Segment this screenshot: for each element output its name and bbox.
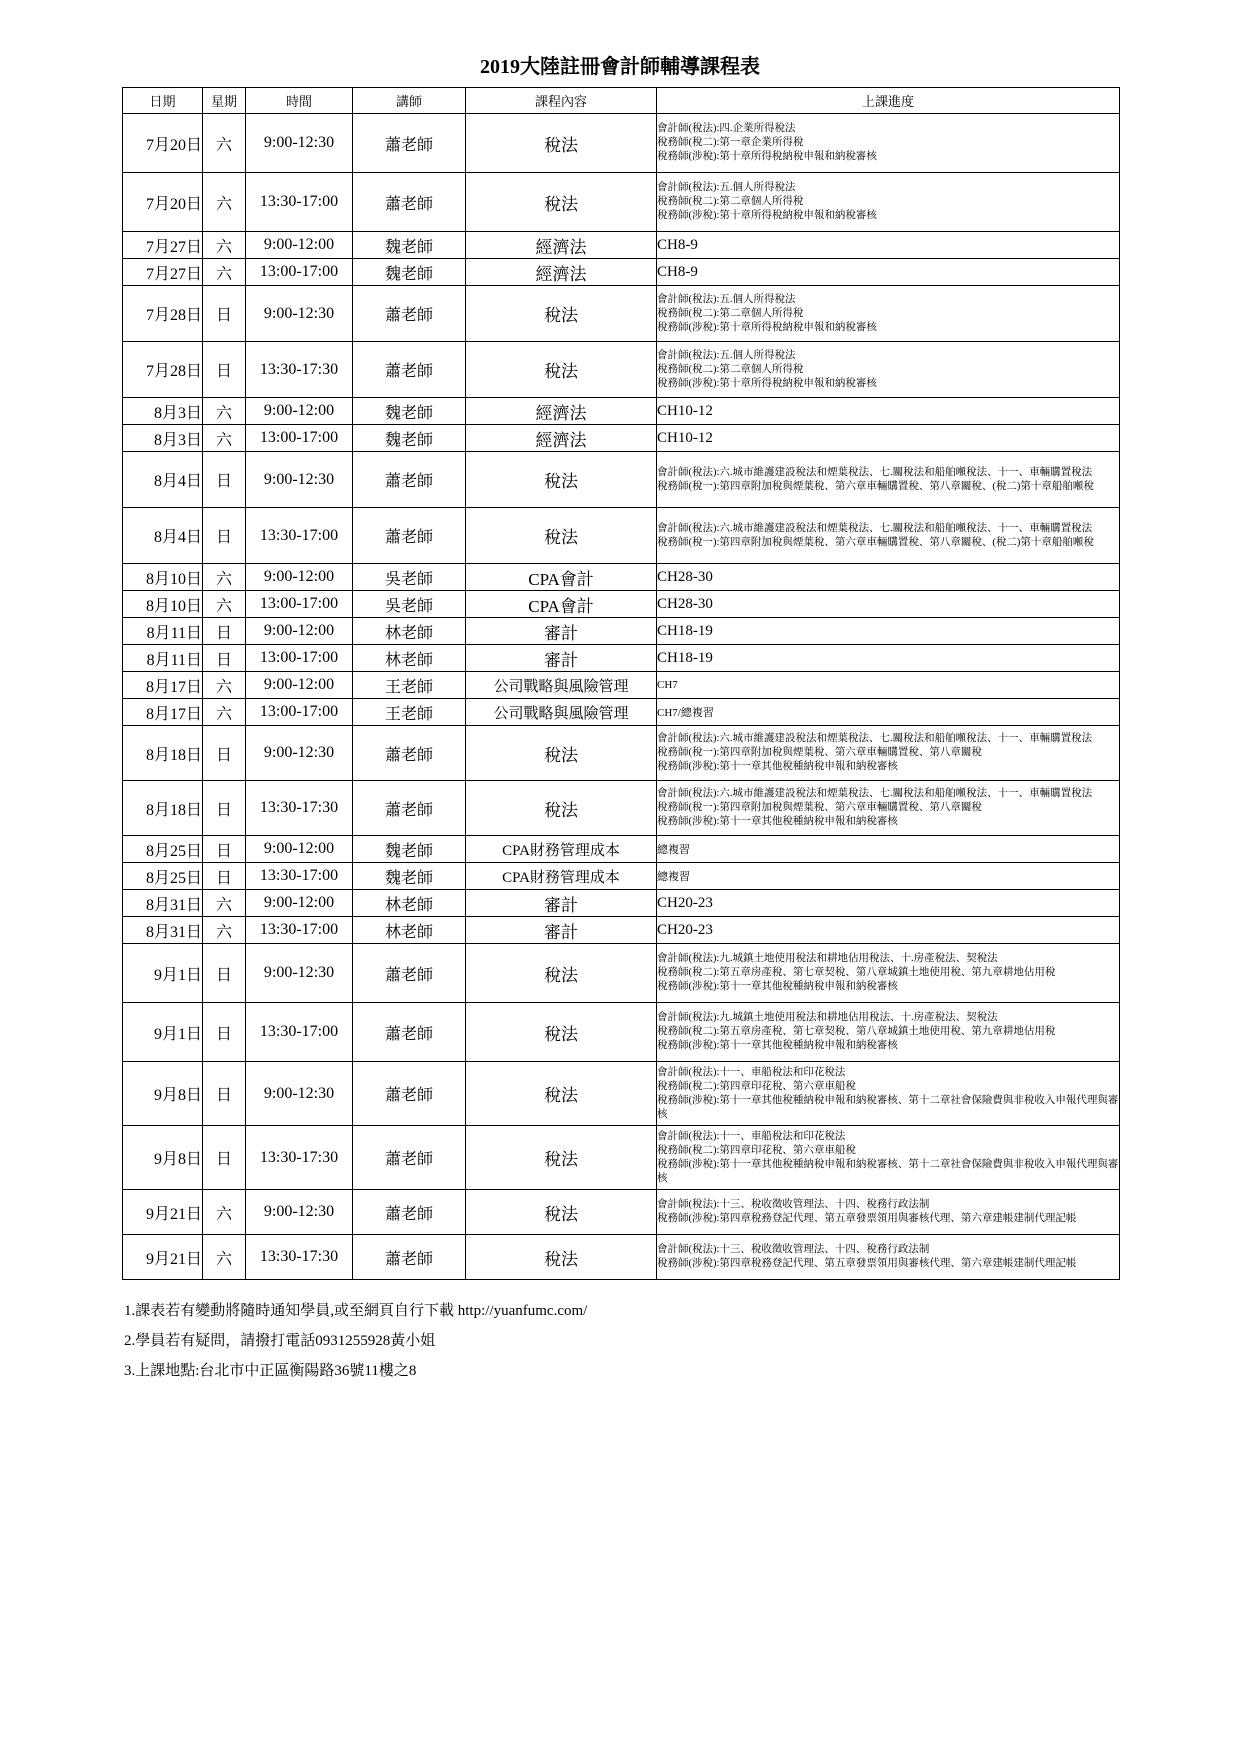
date-cell: 8月31日 — [123, 890, 203, 917]
date-cell: 8月18日 — [123, 781, 203, 836]
progress-text: CH8-9 — [657, 236, 698, 253]
progress-cell — [657, 232, 1120, 259]
time-cell: 9:00-12:00 — [246, 672, 353, 699]
teacher-cell: 林老師 — [353, 917, 466, 944]
course-cell: 稅法 — [466, 726, 657, 781]
date-cell: 8月25日 — [123, 836, 203, 863]
progress-text: 會計師(稅法):九.城鎮土地使用稅法和耕地佔用稅法、十.房產稅法、契稅法 稅務師(稅二):第五章房產稅、第七章契稅、第八章城鎮土地使用稅、第九章耕地佔用稅 稅務師(涉稅):第十一章其他稅種納稅申報和納稅審核 — [657, 1012, 1056, 1051]
course-cell: 經濟法 — [466, 259, 657, 286]
course-cell: 稅法 — [466, 781, 657, 836]
progress-text: 會計師(稅法):五.個人所得稅法 稅務師(稅二):第二章個人所得稅 稅務師(涉稅):第十章所得稅納稅申報和納稅審核 — [657, 293, 877, 333]
day-cell: 六 — [203, 699, 246, 726]
time-cell: 9:00-12:30 — [246, 726, 353, 781]
date-cell: 8月3日 — [123, 425, 203, 452]
progress-text: CH20-23 — [657, 894, 713, 911]
progress-text: CH18-19 — [657, 622, 713, 639]
table-row — [123, 173, 1120, 232]
progress-text: 會計師(稅法):五.個人所得稅法 稅務師(稅二):第二章個人所得稅 稅務師(涉稅):第十章所得稅納稅申報和納稅審核 — [657, 182, 877, 221]
day-cell: 日 — [203, 1126, 246, 1190]
teacher-cell: 蕭老師 — [353, 1190, 466, 1235]
progress-cell — [657, 917, 1120, 944]
time-cell: 9:00-12:00 — [246, 836, 353, 863]
date-cell: 8月10日 — [123, 591, 203, 618]
day-cell: 六 — [203, 398, 246, 425]
course-cell: 稅法 — [466, 1190, 657, 1235]
date-cell: 9月21日 — [123, 1190, 203, 1235]
time-cell: 13:00-17:00 — [246, 591, 353, 618]
teacher-cell: 林老師 — [353, 645, 466, 672]
date-cell: 8月11日 — [123, 618, 203, 645]
progress-cell — [657, 863, 1120, 890]
progress-text: 會計師(稅法):五.個人所得稅法 稅務師(稅二):第二章個人所得稅 稅務師(涉稅):第十章所得稅納稅申報和納稅審核 — [657, 349, 877, 389]
day-cell: 日 — [203, 286, 246, 342]
progress-cell — [657, 1003, 1120, 1062]
course-cell: CPA財務管理成本 — [466, 863, 657, 890]
day-cell: 六 — [203, 173, 246, 232]
time-cell: 9:00-12:00 — [246, 618, 353, 645]
progress-text: CH10-12 — [657, 402, 713, 419]
progress-text: 會計師(稅法):六.城市維護建設稅法和煙葉稅法、七.關稅法和船舶噸稅法、十一、車輛購置稅法 稅務師(稅一):第四章附加稅與煙葉稅、第六章車輛購置稅、第八章關稅、(稅二)第十章船舶噸稅 — [657, 466, 1094, 492]
table-row — [123, 890, 1120, 917]
day-cell: 六 — [203, 232, 246, 259]
day-cell: 六 — [203, 114, 246, 173]
progress-cell — [657, 425, 1120, 452]
course-cell: 稅法 — [466, 508, 657, 564]
course-cell: 審計 — [466, 917, 657, 944]
progress-cell — [657, 342, 1120, 398]
teacher-cell: 蕭老師 — [353, 1003, 466, 1062]
progress-text: 總複習 — [657, 871, 690, 883]
progress-text: 會計師(稅法):十三、稅收徵收管理法、十四、稅務行政法制 稅務師(涉稅):第四章稅務登記代理、第五章發票領用與審核代理、第六章建帳建制代理記帳 — [657, 1244, 1077, 1269]
table-row — [123, 232, 1120, 259]
course-cell: 公司戰略與風險管理 — [466, 699, 657, 726]
progress-cell — [657, 1126, 1120, 1190]
teacher-cell: 蕭老師 — [353, 114, 466, 173]
date-cell: 7月28日 — [123, 342, 203, 398]
table-row — [123, 781, 1120, 836]
date-cell: 9月1日 — [123, 1003, 203, 1062]
date-cell: 8月17日 — [123, 699, 203, 726]
progress-cell — [657, 286, 1120, 342]
table-row — [123, 425, 1120, 452]
time-cell: 9:00-12:30 — [246, 1062, 353, 1126]
course-cell: 經濟法 — [466, 232, 657, 259]
day-cell: 六 — [203, 1190, 246, 1235]
time-cell: 13:30-17:00 — [246, 1003, 353, 1062]
day-cell: 日 — [203, 726, 246, 781]
teacher-cell: 魏老師 — [353, 259, 466, 286]
time-cell: 13:00-17:00 — [246, 699, 353, 726]
table-row — [123, 398, 1120, 425]
teacher-cell: 魏老師 — [353, 398, 466, 425]
progress-text: 會計師(稅法):六.城市維護建設稅法和煙葉稅法、七.關稅法和船舶噸稅法、十一、車輛購置稅法 稅務師(稅一):第四章附加稅與煙葉稅、第六章車輛購置稅、第八章關稅 稅務師(涉稅):第十一章其他稅種納稅申報和納稅審核 — [657, 733, 1093, 772]
date-cell: 8月11日 — [123, 645, 203, 672]
course-cell: 稅法 — [466, 114, 657, 173]
time-cell: 13:30-17:00 — [246, 863, 353, 890]
date-cell: 8月4日 — [123, 508, 203, 564]
time-cell: 13:00-17:00 — [246, 259, 353, 286]
progress-cell — [657, 114, 1120, 173]
course-cell: 稅法 — [466, 1062, 657, 1126]
course-cell: 稅法 — [466, 173, 657, 232]
note-location: 3.上課地點:台北市中正區衡陽路36號11樓之8 — [124, 1363, 417, 1379]
progress-text: 總複習 — [657, 844, 690, 856]
progress-cell — [657, 259, 1120, 286]
teacher-cell: 蕭老師 — [353, 342, 466, 398]
date-cell: 9月8日 — [123, 1126, 203, 1190]
teacher-cell: 蕭老師 — [353, 173, 466, 232]
progress-cell — [657, 890, 1120, 917]
table-row — [123, 699, 1120, 726]
teacher-cell: 王老師 — [353, 699, 466, 726]
table-row — [123, 836, 1120, 863]
course-cell: 稅法 — [466, 1235, 657, 1280]
time-cell: 9:00-12:00 — [246, 398, 353, 425]
header-day: 星期 — [203, 88, 246, 114]
progress-text: 會計師(稅法):六.城市維護建設稅法和煙葉稅法、七.關稅法和船舶噸稅法、十一、車輛購置稅法 稅務師(稅一):第四章附加稅與煙葉稅、第六章車輛購置稅、第八章關稅、(稅二)第十章船舶噸稅 — [657, 522, 1094, 548]
table-row — [123, 944, 1120, 1003]
course-cell: CPA財務管理成本 — [466, 836, 657, 863]
course-cell: CPA會計 — [466, 591, 657, 618]
progress-cell — [657, 672, 1120, 699]
progress-cell — [657, 1062, 1120, 1126]
day-cell: 日 — [203, 1003, 246, 1062]
day-cell: 日 — [203, 836, 246, 863]
day-cell: 六 — [203, 564, 246, 591]
course-cell: 審計 — [466, 645, 657, 672]
day-cell: 日 — [203, 645, 246, 672]
teacher-cell: 蕭老師 — [353, 1126, 466, 1190]
schedule-table — [122, 87, 1120, 1280]
course-cell: 審計 — [466, 890, 657, 917]
teacher-cell: 蕭老師 — [353, 286, 466, 342]
course-cell: CPA會計 — [466, 564, 657, 591]
progress-text: CH20-23 — [657, 921, 713, 938]
table-row — [123, 564, 1120, 591]
date-cell: 8月31日 — [123, 917, 203, 944]
course-cell: 稅法 — [466, 944, 657, 1003]
day-cell: 六 — [203, 259, 246, 286]
table-row — [123, 1190, 1120, 1235]
teacher-cell: 吳老師 — [353, 564, 466, 591]
time-cell: 13:30-17:30 — [246, 1126, 353, 1190]
course-cell: 稅法 — [466, 1126, 657, 1190]
teacher-cell: 蕭老師 — [353, 944, 466, 1003]
day-cell: 六 — [203, 1235, 246, 1280]
progress-cell — [657, 836, 1120, 863]
table-row — [123, 672, 1120, 699]
day-cell: 日 — [203, 508, 246, 564]
date-cell: 7月27日 — [123, 259, 203, 286]
time-cell: 9:00-12:30 — [246, 452, 353, 508]
progress-text: CH18-19 — [657, 649, 713, 666]
course-cell: 公司戰略與風險管理 — [466, 672, 657, 699]
table-row — [123, 114, 1120, 173]
date-cell: 9月1日 — [123, 944, 203, 1003]
date-cell: 8月10日 — [123, 564, 203, 591]
progress-cell — [657, 398, 1120, 425]
day-cell: 日 — [203, 781, 246, 836]
course-cell: 經濟法 — [466, 425, 657, 452]
time-cell: 9:00-12:30 — [246, 1190, 353, 1235]
progress-text: 會計師(稅法):十一、車船稅法和印花稅法 稅務師(稅二):第四章印花稅、第六章車船稅 稅務師(涉稅):第十一章其他稅種納稅申報和納稅審核、第十二章社會保險費與非稅收入申報代理與審核 — [657, 1066, 1119, 1120]
course-cell: 稅法 — [466, 452, 657, 508]
time-cell: 13:30-17:30 — [246, 342, 353, 398]
day-cell: 日 — [203, 452, 246, 508]
progress-text: CH7/總複習 — [657, 707, 714, 719]
day-cell: 六 — [203, 591, 246, 618]
table-row — [123, 591, 1120, 618]
date-cell: 8月25日 — [123, 863, 203, 890]
course-cell: 審計 — [466, 618, 657, 645]
header-progress: 上課進度 — [657, 88, 1120, 114]
teacher-cell: 蕭老師 — [353, 508, 466, 564]
progress-text: CH8-9 — [657, 263, 698, 280]
note-contact: 2.學員若有疑問，請撥打電話0931255928黃小姐 — [124, 1333, 436, 1349]
day-cell: 六 — [203, 425, 246, 452]
day-cell: 日 — [203, 1062, 246, 1126]
time-cell: 13:30-17:00 — [246, 917, 353, 944]
time-cell: 9:00-12:30 — [246, 114, 353, 173]
progress-cell — [657, 591, 1120, 618]
time-cell: 9:00-12:30 — [246, 944, 353, 1003]
time-cell: 13:00-17:00 — [246, 425, 353, 452]
progress-cell — [657, 1235, 1120, 1280]
progress-text: CH7 — [657, 679, 678, 691]
day-cell: 日 — [203, 342, 246, 398]
teacher-cell: 蕭老師 — [353, 1062, 466, 1126]
date-cell: 8月17日 — [123, 672, 203, 699]
header-date: 日期 — [123, 88, 203, 114]
table-row — [123, 726, 1120, 781]
progress-cell — [657, 508, 1120, 564]
day-cell: 六 — [203, 890, 246, 917]
time-cell: 13:30-17:00 — [246, 508, 353, 564]
progress-cell — [657, 726, 1120, 781]
teacher-cell: 吳老師 — [353, 591, 466, 618]
table-row — [123, 286, 1120, 342]
course-cell: 稅法 — [466, 1003, 657, 1062]
table-header-row — [123, 88, 1120, 114]
teacher-cell: 王老師 — [353, 672, 466, 699]
progress-text: CH28-30 — [657, 595, 713, 612]
time-cell: 9:00-12:00 — [246, 890, 353, 917]
table-row — [123, 645, 1120, 672]
table-row — [123, 863, 1120, 890]
table-row — [123, 1003, 1120, 1062]
time-cell: 13:30-17:00 — [246, 173, 353, 232]
table-row — [123, 1126, 1120, 1190]
progress-cell — [657, 564, 1120, 591]
teacher-cell: 蕭老師 — [353, 781, 466, 836]
date-cell: 7月20日 — [123, 173, 203, 232]
table-row — [123, 508, 1120, 564]
progress-text: 會計師(稅法):九.城鎮土地使用稅法和耕地佔用稅法、十.房產稅法、契稅法 稅務師(稅二):第五章房產稅、第七章契稅、第八章城鎮土地使用稅、第九章耕地佔用稅 稅務師(涉稅):第十一章其他稅種納稅申報和納稅審核 — [657, 953, 1056, 992]
progress-text: 會計師(稅法):六.城市維護建設稅法和煙葉稅法、七.關稅法和船舶噸稅法、十一、車輛購置稅法 稅務師(稅一):第四章附加稅與煙葉稅、第六章車輛購置稅、第八章關稅 稅務師(涉稅):第十一章其他稅種納稅申報和納稅審核 — [657, 788, 1093, 827]
header-time: 時間 — [246, 88, 353, 114]
date-cell: 8月3日 — [123, 398, 203, 425]
day-cell: 日 — [203, 863, 246, 890]
progress-text: 會計師(稅法):十一、車船稅法和印花稅法 稅務師(稅二):第四章印花稅、第六章車船稅 稅務師(涉稅):第十一章其他稅種納稅申報和納稅審核、第十二章社會保險費與非稅收入申報代理與審核 — [657, 1130, 1119, 1184]
table-row — [123, 917, 1120, 944]
time-cell: 13:30-17:30 — [246, 781, 353, 836]
day-cell: 六 — [203, 672, 246, 699]
table-row — [123, 1062, 1120, 1126]
teacher-cell: 蕭老師 — [353, 726, 466, 781]
time-cell: 13:30-17:30 — [246, 1235, 353, 1280]
teacher-cell: 魏老師 — [353, 232, 466, 259]
date-cell: 8月18日 — [123, 726, 203, 781]
progress-cell — [657, 645, 1120, 672]
day-cell: 六 — [203, 917, 246, 944]
time-cell: 9:00-12:30 — [246, 286, 353, 342]
time-cell: 9:00-12:00 — [246, 564, 353, 591]
teacher-cell: 魏老師 — [353, 863, 466, 890]
table-row — [123, 618, 1120, 645]
date-cell: 9月8日 — [123, 1062, 203, 1126]
table-row — [123, 452, 1120, 508]
course-cell: 稅法 — [466, 342, 657, 398]
progress-cell — [657, 1190, 1120, 1235]
teacher-cell: 林老師 — [353, 890, 466, 917]
date-cell: 8月4日 — [123, 452, 203, 508]
date-cell: 7月20日 — [123, 114, 203, 173]
course-cell: 經濟法 — [466, 398, 657, 425]
table-row — [123, 259, 1120, 286]
date-cell: 7月27日 — [123, 232, 203, 259]
day-cell: 日 — [203, 618, 246, 645]
header-teacher: 講師 — [353, 88, 466, 114]
note-update: 1.課表若有變動將隨時通知學員,或至網頁自行下載 http://yuanfumc.com/ — [124, 1303, 588, 1319]
page-title: 2019大陸註冊會計師輔導課程表 — [480, 56, 760, 78]
teacher-cell: 魏老師 — [353, 425, 466, 452]
time-cell: 9:00-12:00 — [246, 232, 353, 259]
teacher-cell: 魏老師 — [353, 836, 466, 863]
progress-cell — [657, 173, 1120, 232]
progress-text: CH10-12 — [657, 429, 713, 446]
teacher-cell: 林老師 — [353, 618, 466, 645]
progress-cell — [657, 699, 1120, 726]
teacher-cell: 蕭老師 — [353, 1235, 466, 1280]
progress-cell — [657, 944, 1120, 1003]
progress-cell — [657, 618, 1120, 645]
header-course: 課程內容 — [466, 88, 657, 114]
progress-text: CH28-30 — [657, 568, 713, 585]
progress-text: 會計師(稅法):四.企業所得稅法 稅務師(稅二):第一章企業所得稅 稅務師(涉稅):第十章所得稅納稅申報和納稅審核 — [657, 123, 877, 162]
progress-cell — [657, 452, 1120, 508]
progress-cell — [657, 781, 1120, 836]
table-row — [123, 342, 1120, 398]
day-cell: 日 — [203, 944, 246, 1003]
progress-text: 會計師(稅法):十三、稅收徵收管理法、十四、稅務行政法制 稅務師(涉稅):第四章稅務登記代理、第五章發票領用與審核代理、第六章建帳建制代理記帳 — [657, 1199, 1077, 1224]
teacher-cell: 蕭老師 — [353, 452, 466, 508]
table-row — [123, 1235, 1120, 1280]
date-cell: 9月21日 — [123, 1235, 203, 1280]
date-cell: 7月28日 — [123, 286, 203, 342]
time-cell: 13:00-17:00 — [246, 645, 353, 672]
course-cell: 稅法 — [466, 286, 657, 342]
notes — [124, 1296, 587, 1386]
